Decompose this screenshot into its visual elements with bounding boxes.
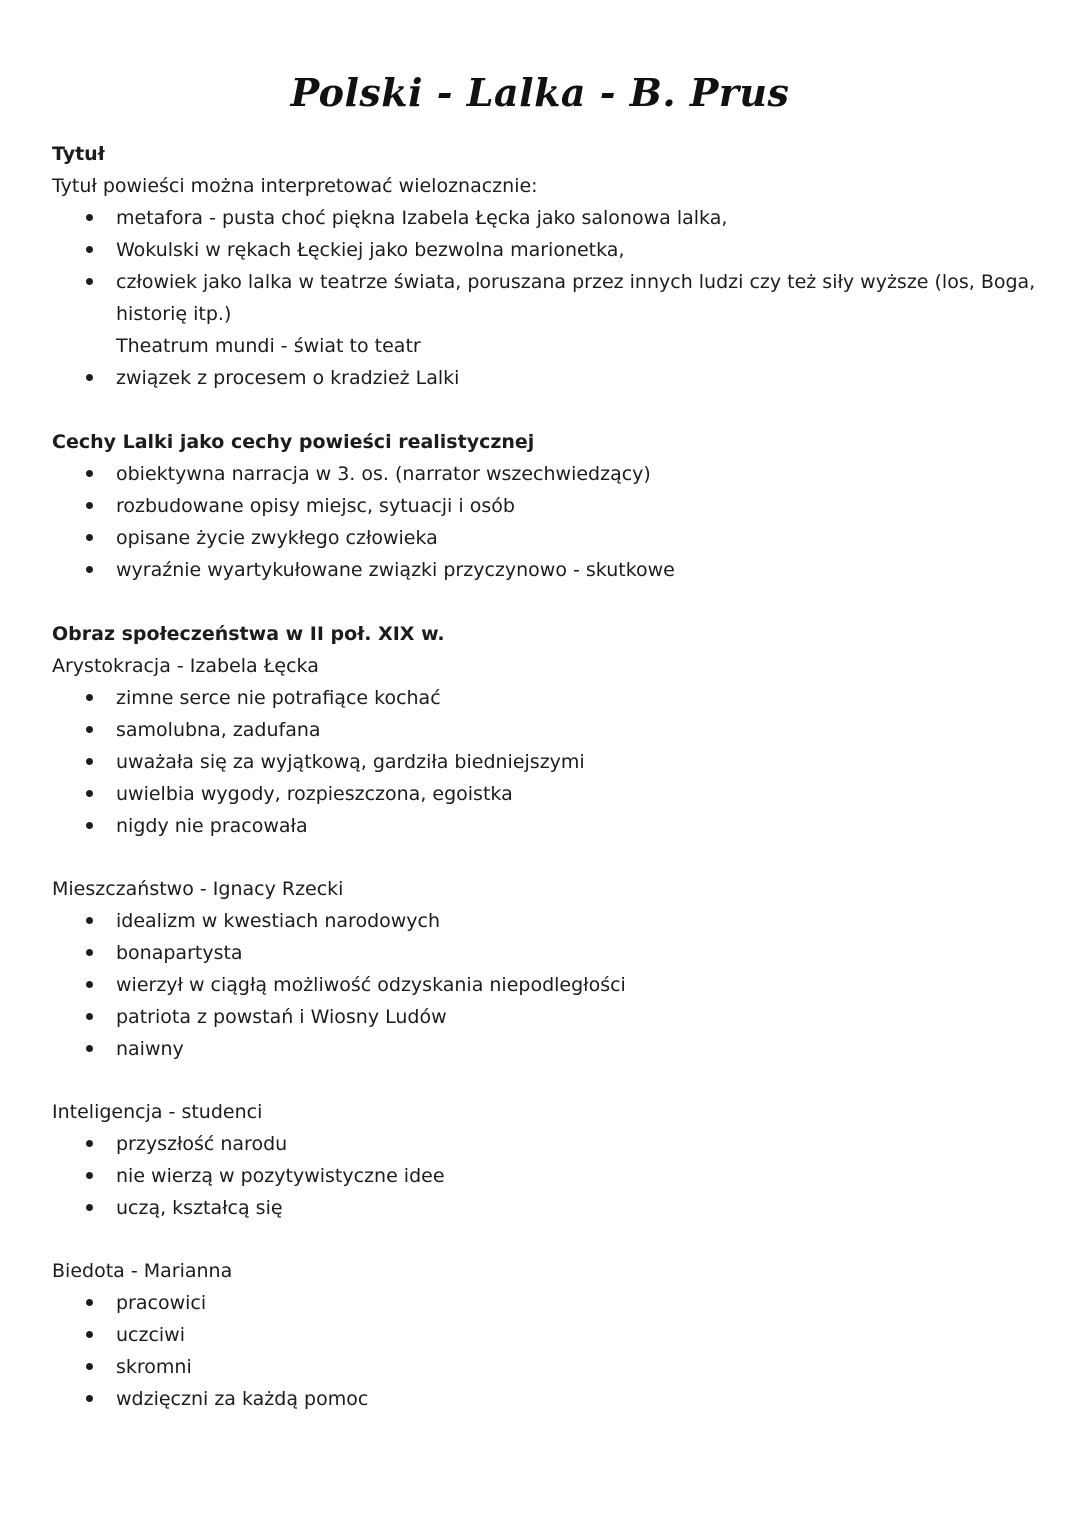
list-item: obiektywna narracja w 3. os. (narrator wszechwiedzący)	[116, 463, 651, 485]
bullet-icon	[86, 694, 93, 701]
list-item: samolubna, zadufana	[116, 719, 321, 741]
list-item: skromni	[116, 1356, 192, 1378]
group-label-biedota: Biedota - Marianna	[52, 1260, 233, 1282]
list-item: nie wierzą w pozytywistyczne idee	[116, 1165, 445, 1187]
list-item: Wokulski w rękach Łęckiej jako bezwolna marionetka,	[116, 239, 625, 261]
bullet-icon	[86, 949, 93, 956]
bullet-icon	[86, 1363, 93, 1370]
bullet-icon	[86, 374, 93, 381]
list-item: idealizm w kwestiach narodowych	[116, 910, 441, 932]
list-item: zimne serce nie potrafiące kochać	[116, 687, 441, 709]
group-label-arystokracja: Arystokracja - Izabela Łęcka	[52, 655, 319, 677]
list-item: pracowici	[116, 1292, 207, 1314]
bullet-icon	[86, 917, 93, 924]
bullet-icon	[86, 1140, 93, 1147]
list-item: uwielbia wygody, rozpieszczona, egoistka	[116, 783, 513, 805]
list-item-continuation: Theatrum mundi - świat to teatr	[116, 335, 421, 357]
bullet-icon	[86, 566, 93, 573]
list-item: wierzył w ciągłą możliwość odzyskania niepodległości	[116, 974, 626, 996]
group-label-mieszczanstwo: Mieszczaństwo - Ignacy Rzecki	[52, 878, 344, 900]
bullet-icon	[86, 502, 93, 509]
list-item: naiwny	[116, 1038, 184, 1060]
bullet-icon	[86, 790, 93, 797]
list-item: opisane życie zwykłego człowieka	[116, 527, 438, 549]
bullet-icon	[86, 1331, 93, 1338]
list-item: przyszłość narodu	[116, 1133, 288, 1155]
section-heading-obraz: Obraz społeczeństwa w II poł. XIX w.	[52, 623, 445, 645]
bullet-icon	[86, 981, 93, 988]
list-item: uczciwi	[116, 1324, 186, 1346]
bullet-icon	[86, 1299, 93, 1306]
list-item: związek z procesem o kradzież Lalki	[116, 367, 460, 389]
bullet-icon	[86, 1395, 93, 1402]
bullet-icon	[86, 758, 93, 765]
list-item: wyraźnie wyartykułowane związki przyczynowo - skutkowe	[116, 559, 675, 581]
section-heading-cechy: Cechy Lalki jako cechy powieści realistycznej	[52, 431, 535, 453]
bullet-icon	[86, 534, 93, 541]
bullet-icon	[86, 822, 93, 829]
bullet-icon	[86, 1045, 93, 1052]
list-item: uważała się za wyjątkową, gardziła biedniejszymi	[116, 751, 585, 773]
list-item: nigdy nie pracowała	[116, 815, 308, 837]
bullet-icon	[86, 214, 93, 221]
list-item-continuation: historię itp.)	[116, 303, 232, 325]
list-item: patriota z powstań i Wiosny Ludów	[116, 1006, 447, 1028]
bullet-icon	[86, 1172, 93, 1179]
section-heading-tytul: Tytuł	[52, 143, 105, 165]
list-item: rozbudowane opisy miejsc, sytuacji i osób	[116, 495, 515, 517]
list-item: człowiek jako lalka w teatrze świata, poruszana przez innych ludzi czy też siły wyższe (los, Boga,	[116, 271, 1036, 293]
bullet-icon	[86, 726, 93, 733]
list-item: wdzięczni za każdą pomoc	[116, 1388, 369, 1410]
group-label-inteligencja: Inteligencja - studenci	[52, 1101, 263, 1123]
list-item: bonapartysta	[116, 942, 243, 964]
section-intro-tytul: Tytuł powieści można interpretować wieloznacznie:	[52, 175, 538, 197]
bullet-icon	[86, 1013, 93, 1020]
list-item: metafora - pusta choć piękna Izabela Łęcka jako salonowa lalka,	[116, 207, 728, 229]
bullet-icon	[86, 470, 93, 477]
list-item: uczą, kształcą się	[116, 1197, 283, 1219]
bullet-icon	[86, 246, 93, 253]
bullet-icon	[86, 278, 93, 285]
bullet-icon	[86, 1204, 93, 1211]
page-title: Polski - Lalka - B. Prus	[290, 70, 790, 115]
